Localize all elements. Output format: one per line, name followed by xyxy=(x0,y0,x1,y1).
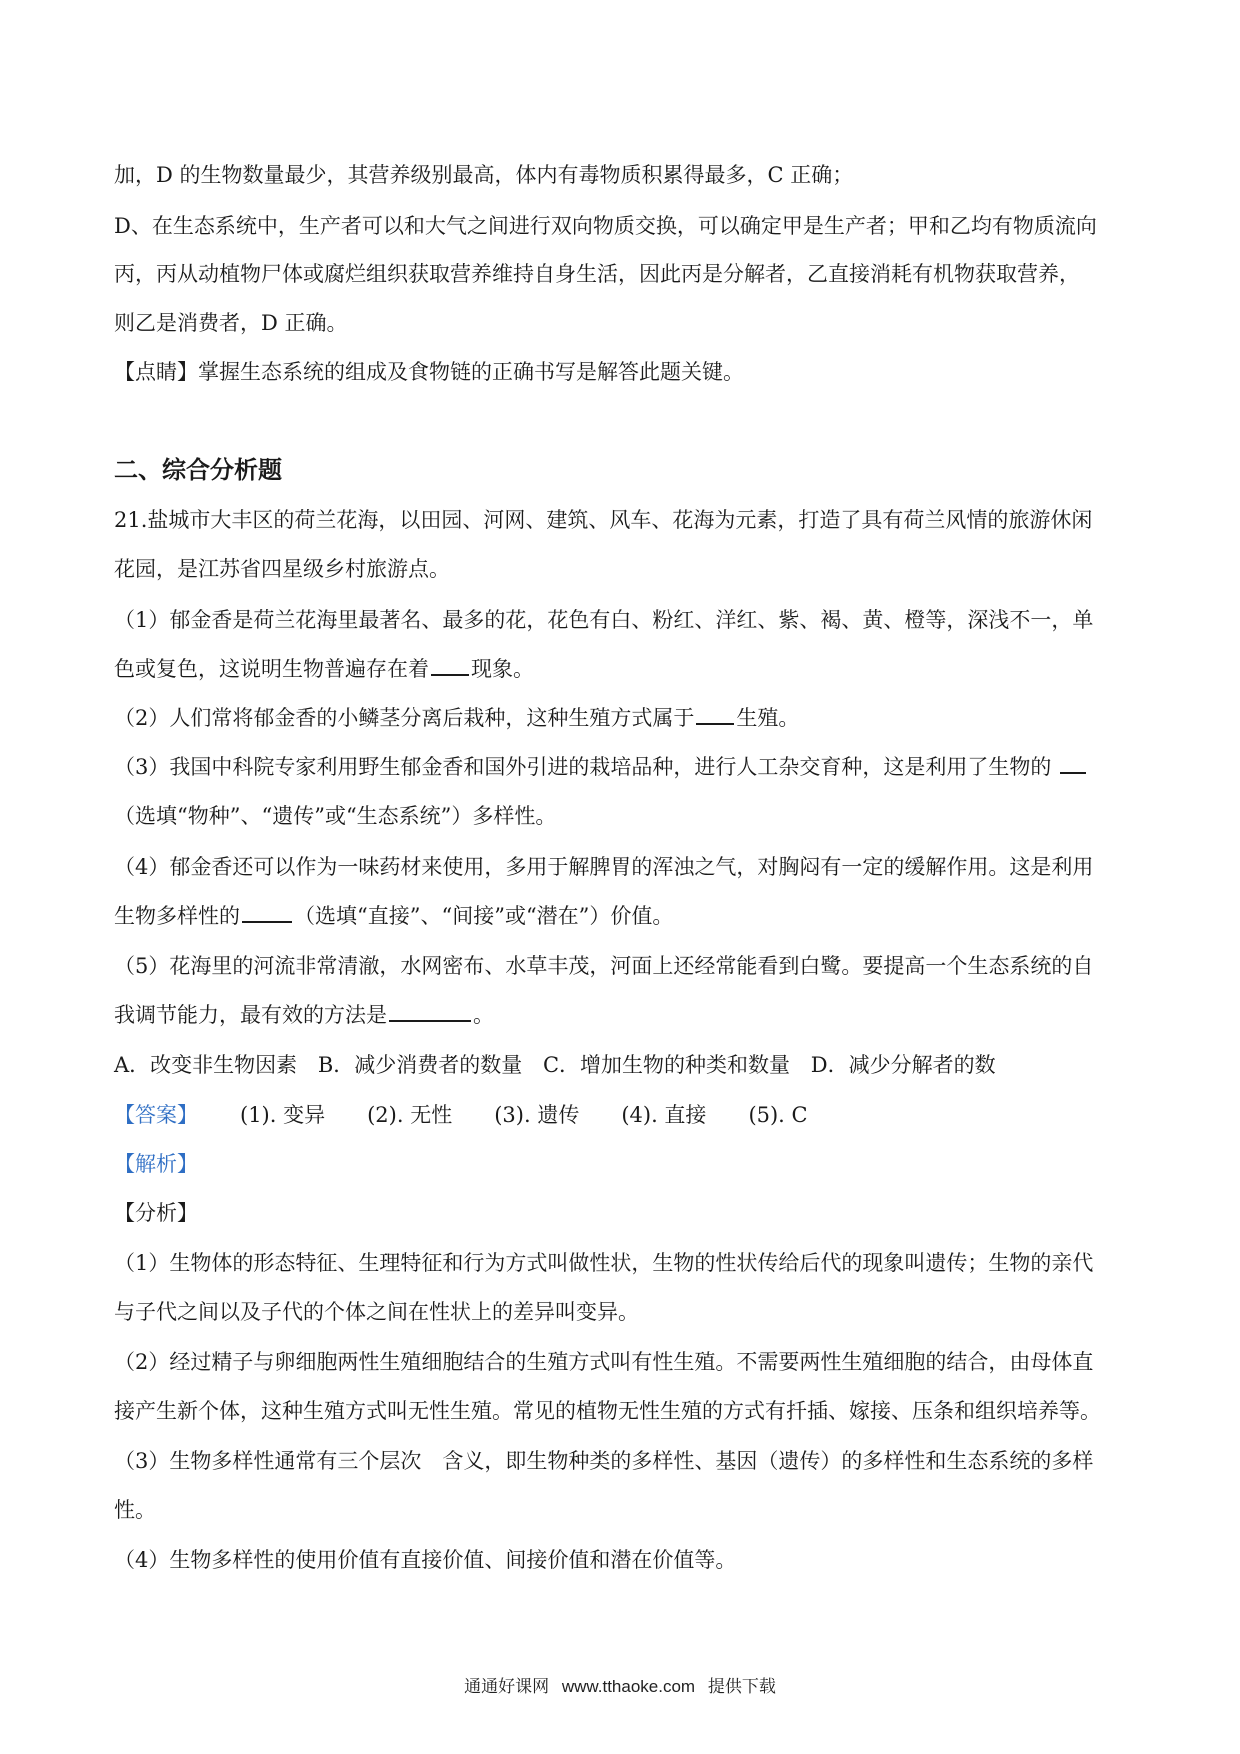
question-part-3: （3）我国中科院专家利用野生郁金香和国外引进的栽培品种，进行人工杂交育种，这是利用了生物的 xyxy=(114,752,1134,782)
answer-item: (3). 遗传 xyxy=(494,1103,580,1127)
answer-blank-1 xyxy=(431,654,469,676)
page-footer xyxy=(0,1672,1240,1697)
text-line: 加，D 的生物数量最少，其营养级别最高，体内有毒物质积累得最多，C 正确； xyxy=(114,163,854,187)
answer-item: (1). 变异 xyxy=(240,1103,326,1127)
text-line: 则乙是消费者，D 正确。 xyxy=(114,311,348,335)
footer-url[interactable]: www.tthaoke.com xyxy=(561,1677,696,1696)
option-d: D．减少分解者的数 xyxy=(810,1053,996,1077)
analysis-line: 性。 xyxy=(114,1498,156,1522)
question-part-1: （1）郁金香是荷兰花海里最著名、最多的花，花色有白、粉红、洋红、紫、褐、黄、橙等，深浅不一，单 xyxy=(114,608,1094,632)
analysis-line: （1）生物体的形态特征、生理特征和行为方式叫做性状，生物的性状传给后代的现象叫遗传；生物的亲代 xyxy=(114,1251,1094,1275)
question-part-3-line-2: （选填“物种”、“遗传”或“生态系统”）多样性。 xyxy=(114,804,557,828)
question-intro: 花园，是江苏省四星级乡村旅游点。 xyxy=(114,557,450,581)
option-a: A．改变非生物因素 xyxy=(114,1053,298,1077)
answer-item: (4). 直接 xyxy=(621,1103,707,1127)
text-line: D、在生态系统中，生产者可以和大气之间进行双向物质交换，可以确定甲是生产者；甲和乙均有物质流向 xyxy=(114,214,1097,238)
question-part-1-line-2: 色或复色，这说明生物普遍存在着 现象。 xyxy=(114,654,1134,684)
answer-item: (5). C xyxy=(748,1103,808,1127)
answer-line xyxy=(114,1100,1134,1130)
text-line: 丙，丙从动植物尸体或腐烂组织获取营养维持自身生活，因此丙是分解者，乙直接消耗有机物获取营养， xyxy=(114,262,1080,286)
question-part-5: （5）花海里的河流非常清澈，水网密布、水草丰茂，河面上还经常能看到白鹭。要提高一个生态系统的自 xyxy=(114,954,1094,978)
answer-blank-5 xyxy=(389,1000,471,1022)
question-part-5-line-2: 我调节能力，最有效的方法是 。 xyxy=(114,1000,1134,1030)
analysis-label: 【解析】 xyxy=(114,1152,198,1176)
question-part-4-line-2: 生物多样性的 （选填“直接”、“间接”或“潜在”）价值。 xyxy=(114,901,1134,931)
analysis-line: 与子代之间以及子代的个体之间在性状上的差异叫变异。 xyxy=(114,1300,639,1324)
answer-blank-4 xyxy=(242,901,292,923)
answer-blank-3 xyxy=(1060,752,1086,774)
dianjing-note: 【点睛】掌握生态系统的组成及食物链的正确书写是解答此题关键。 xyxy=(114,360,744,384)
option-b: B．减少消费者的数量 xyxy=(317,1053,523,1077)
question-intro: 21.盐城市大丰区的荷兰花海，以田园、河网、建筑、风车、花海为元素，打造了具有荷兰风情的旅游休闲 xyxy=(114,508,1093,532)
question-part-4: （4）郁金香还可以作为一味药材来使用，多用于解脾胃的浑浊之气，对胸闷有一定的缓解作用。这是利用 xyxy=(114,855,1094,879)
analysis-line: （2）经过精子与卵细胞两性生殖细胞结合的生殖方式叫有性生殖。不需要两性生殖细胞的结合，由母体直 xyxy=(114,1350,1094,1374)
analysis-line: （3）生物多样性通常有三个层次 含义，即生物种类的多样性、基因（遗传）的多样性和生态系统的多样 xyxy=(114,1449,1094,1473)
answer-blank-2 xyxy=(696,703,734,725)
answer-options xyxy=(114,1050,1134,1080)
footer-site-name: 通通好课网 xyxy=(464,1677,550,1696)
analysis-line: 接产生新个体，这种生殖方式叫无性生殖。常见的植物无性生殖的方式有扦插、嫁接、压条和组织培养等。 xyxy=(114,1399,1101,1423)
footer-note: 提供下载 xyxy=(707,1677,776,1696)
option-c: C．增加生物的种类和数量 xyxy=(542,1053,791,1077)
answer-label: 【答案】 xyxy=(114,1103,198,1127)
question-part-2: （2）人们常将郁金香的小鳞茎分离后栽种，这种生殖方式属于 生殖。 xyxy=(114,703,1134,733)
fenxi-label: 【分析】 xyxy=(114,1201,198,1225)
answer-item: (2). 无性 xyxy=(367,1103,453,1127)
analysis-line: （4）生物多样性的使用价值有直接价值、间接价值和潜在价值等。 xyxy=(114,1548,737,1572)
section-heading: 二、综合分析题 xyxy=(114,455,282,484)
